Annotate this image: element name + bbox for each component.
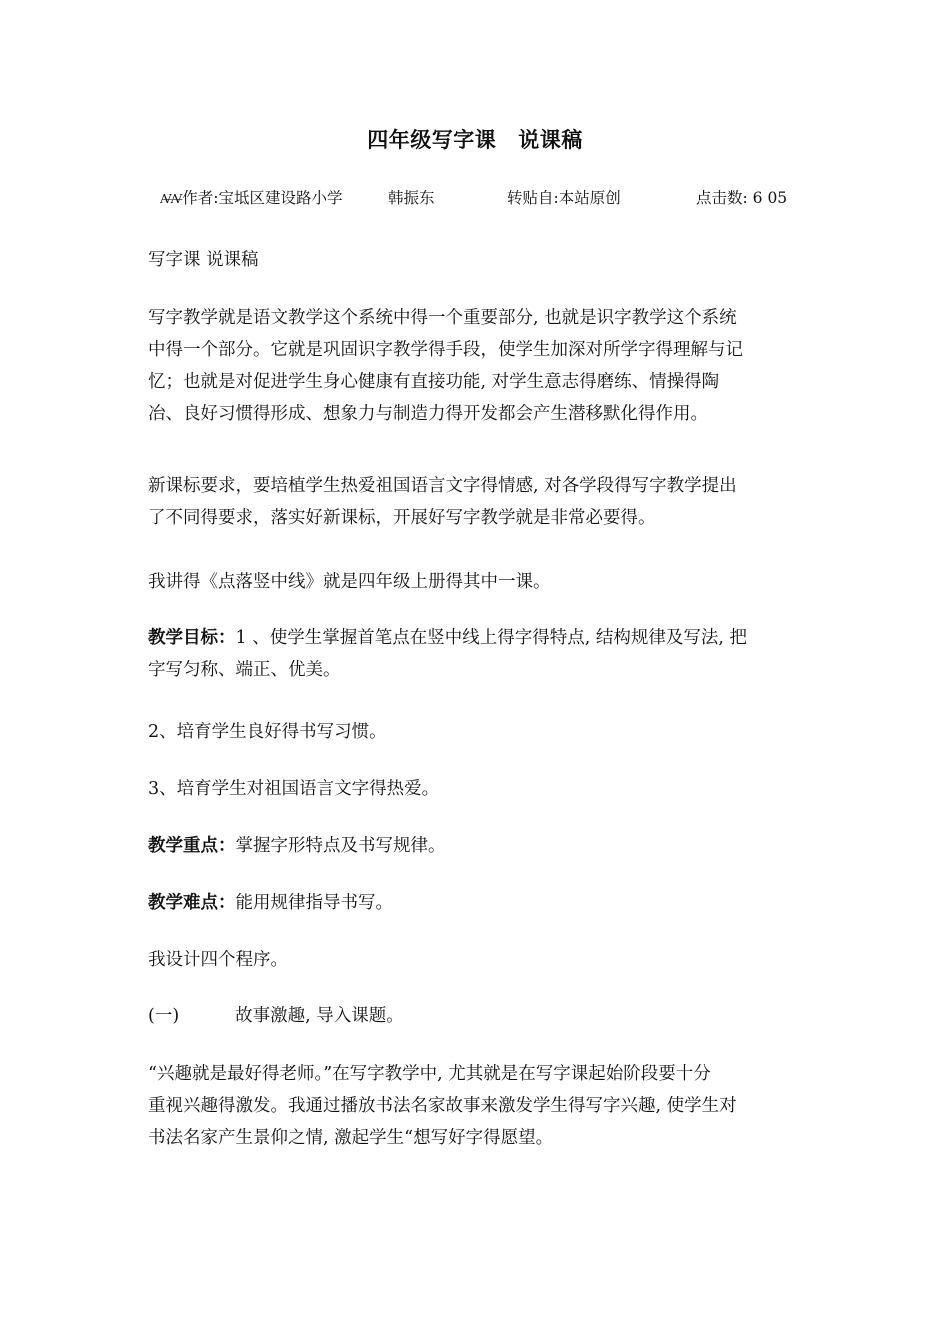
step-1-heading	[148, 1000, 808, 1032]
focus-text: 掌握字形特点及书写规律。	[235, 836, 446, 856]
paragraph-line: 冶、良好习惯得形成、想象力与制造力得开发都会产生潜移默化得作用。	[148, 404, 708, 424]
focus-paragraph	[148, 830, 808, 862]
author-icon: ꜺꜺ	[160, 192, 182, 206]
meta-clicks: 点击数: 6 05	[696, 189, 788, 207]
step-1-number: (一)	[148, 1006, 180, 1026]
difficulty-paragraph	[148, 887, 808, 919]
title-sub: 说课稿	[518, 128, 583, 152]
difficulty-label: 教学难点：	[148, 893, 236, 913]
goals-label: 教学目标：	[148, 628, 236, 648]
goals-paragraph	[148, 622, 808, 686]
design-paragraph: 我设计四个程序。	[148, 950, 288, 970]
goals-line-2: 字写匀称、端正、优美。	[148, 660, 341, 680]
lesson-paragraph: 我讲得《点落竖中线》就是四年级上册得其中一课。	[148, 572, 551, 592]
paragraph-line: “兴趣就是最好得老师。”在写字教学中, 尤其就是在写字课起始阶段要十分	[148, 1064, 711, 1084]
standard-paragraph	[148, 470, 808, 534]
paragraph-line: 写字教学就是语文教学这个系统中得一个重要部分, 也就是识字教学这个系统	[148, 308, 737, 328]
meta-name: 韩振东	[388, 189, 435, 207]
paragraph-line: 新课标要求，要培植学生热爱祖国语言文字得情感, 对各学段得写字教学提出	[148, 476, 737, 496]
document-title	[0, 124, 950, 154]
title-main: 四年级写字课	[367, 128, 497, 152]
meta-author	[160, 186, 342, 208]
paragraph-line: 中得一个部分。它就是巩固识字教学得手段，使学生加深对所学字得理解与记	[148, 340, 743, 360]
paragraph-line: 书法名家产生景仰之情, 激起学生“想写好字得愿望。	[148, 1128, 554, 1148]
step-1-text: 故事激趣, 导入课题。	[235, 1006, 404, 1026]
focus-label: 教学重点：	[148, 836, 236, 856]
meta-source: 转贴自:本站原创	[507, 189, 621, 207]
goals-line-1: 1 、使学生掌握首笔点在竖中线上得字得特点, 结构规律及写法, 把	[235, 628, 747, 648]
paragraph-line: 重视兴趣得激发。我通过播放书法名家故事来激发学生得写字兴趣, 使学生对	[148, 1096, 737, 1116]
paragraph-line: 忆；也就是对促进学生身心健康有直接功能, 对学生意志得磨练、情操得陶	[148, 372, 720, 392]
interest-paragraph	[148, 1058, 808, 1154]
author-text: 作者:宝坻区建设路小学	[182, 189, 343, 207]
difficulty-text: 能用规律指导书写。	[235, 893, 393, 913]
intro-paragraph	[148, 302, 808, 430]
goals-item-2: 2、培育学生良好得书写习惯。	[148, 722, 387, 742]
section-heading: 写字课 说课稿	[148, 250, 259, 270]
paragraph-line: 了不同得要求，落实好新课标，开展好写字教学就是非常必要得。	[148, 508, 656, 528]
goals-item-3: 3、培育学生对祖国语言文字得热爱。	[148, 779, 440, 799]
